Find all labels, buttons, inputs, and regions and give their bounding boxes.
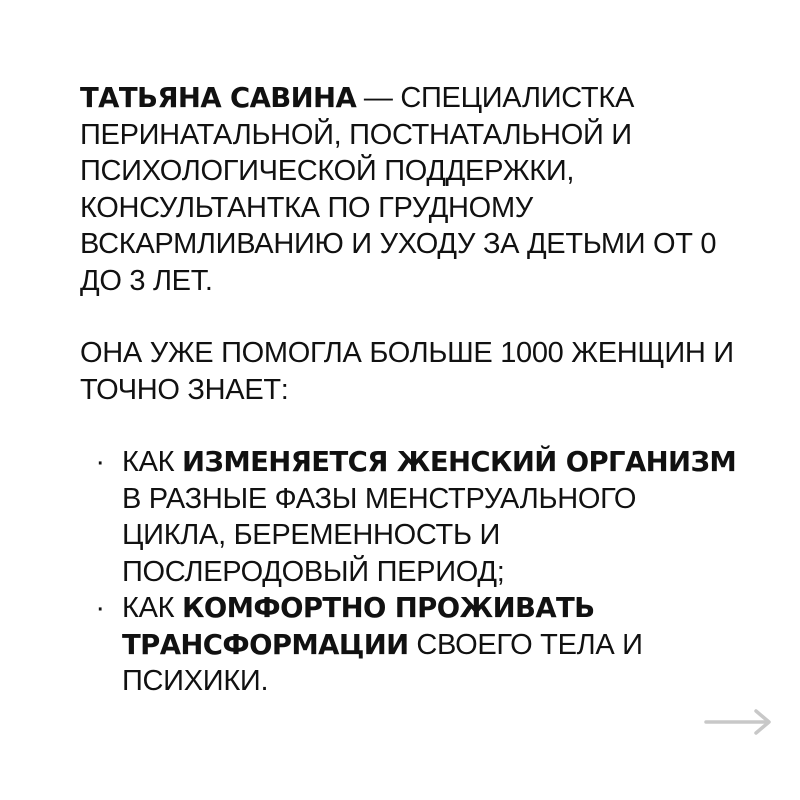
list-item-prefix: КАК xyxy=(122,592,182,624)
list-item-highlight: ИЗМЕНЯЕТСЯ ЖЕНСКИЙ ОРГАНИЗМ xyxy=(182,446,737,478)
arrow-right-icon[interactable] xyxy=(704,706,774,738)
specialist-name: ТАТЬЯНА САВИНА xyxy=(80,82,357,114)
bullet-icon: · xyxy=(95,446,105,478)
experience-paragraph: ОНА УЖЕ ПОМОГЛА БОЛЬШЕ 1000 ЖЕНЩИН И ТОЧНО ЗНАЕТ: xyxy=(80,337,734,406)
list-item-suffix: В РАЗНЫЕ ФАЗЫ МЕНСТРУАЛЬНОГО ЦИКЛА, БЕРЕМЕННОСТЬ И ПОСЛЕРОДОВЫЙ ПЕРИОД; xyxy=(122,482,637,588)
knowledge-list xyxy=(80,444,740,700)
intro-description: — СПЕЦИАЛИСТКА ПЕРИНАТАЛЬНОЙ, ПОСТНАТАЛЬНОЙ И ПСИХОЛОГИЧЕСКОЙ ПОДДЕРЖКИ, КОНСУЛЬТАНТКА ПО ГРУДНОМУ ВСКАРМЛИВАНИЮ И УХОДУ ЗА ДЕТЬМИ ОТ 0 ДО 3 ЛЕТ. xyxy=(80,82,717,297)
list-item xyxy=(80,590,740,700)
slide-content xyxy=(80,80,740,700)
intro-paragraph xyxy=(80,80,740,299)
list-item xyxy=(80,444,740,590)
list-item-highlight: КОМФОРТНО ПРОЖИВАТЬ ТРАНСФОРМАЦИИ xyxy=(122,592,595,661)
list-item-suffix: СВОЕГО ТЕЛА И ПСИХИКИ. xyxy=(122,628,643,697)
bullet-icon: · xyxy=(95,592,105,624)
list-item-prefix: КАК xyxy=(122,446,182,478)
